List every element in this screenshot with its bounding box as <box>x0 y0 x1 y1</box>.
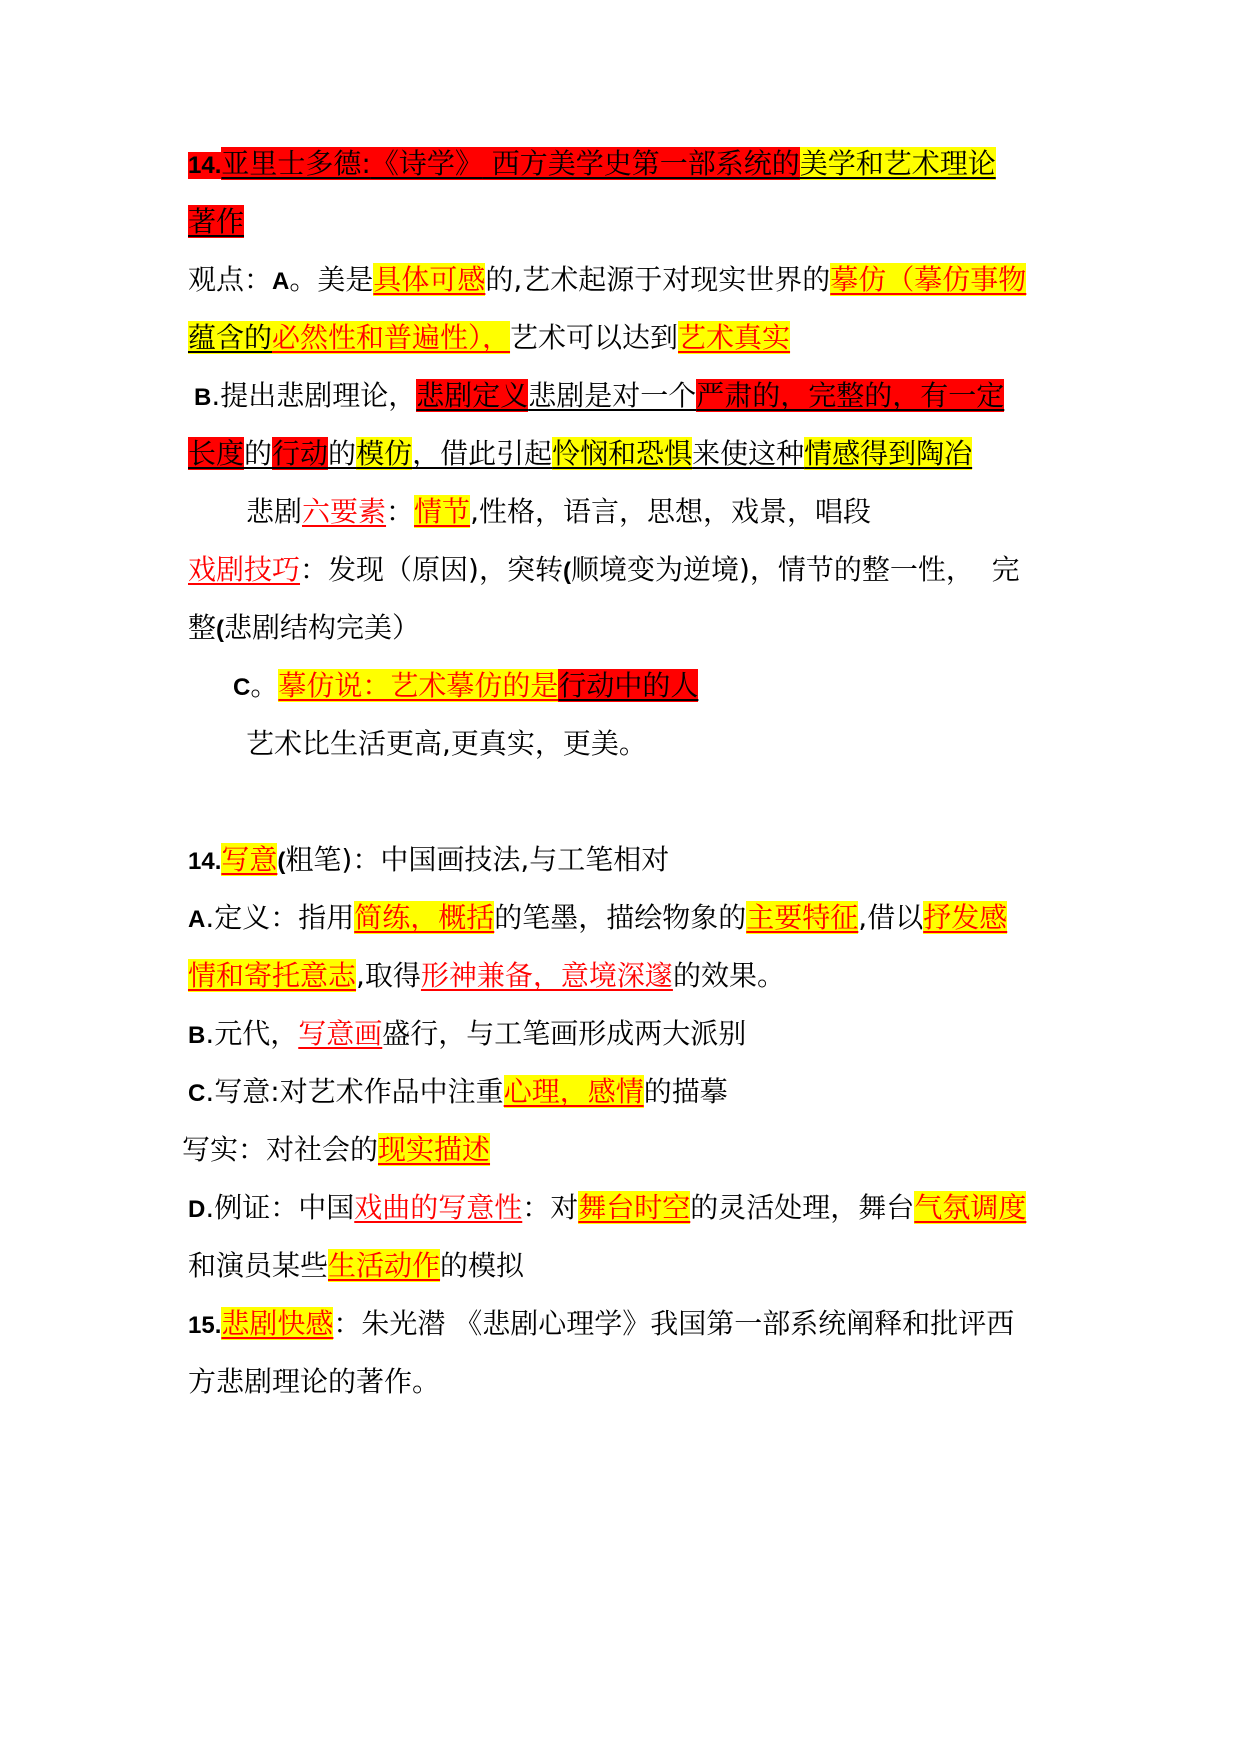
drama-technique-line-1: 戏剧技巧：发现（原因)，突转(顺境变为逆境)，情节的整一性， 完 <box>188 553 1020 586</box>
tragic-pleasure-line-2: 方悲剧理论的著作。 <box>188 1365 441 1398</box>
xieshi-line: 写实：对社会的现实描述 <box>182 1133 491 1166</box>
viewpoint-a-line-2: 蕴含的必然性和普遍性），艺术可以达到艺术真实 <box>188 321 791 354</box>
xieyi-a-line-2: 情和寄托意志,取得形神兼备，意境深邃的效果。 <box>188 959 785 992</box>
viewpoint-b-line-1: B.提出悲剧理论，悲剧定义悲剧是对一个严肃的，完整的，有一定 <box>194 379 1005 412</box>
heading-number: 14. <box>188 848 222 875</box>
xieyi-d-line-1: D.例证：中国戏曲的写意性：对舞台时空的灵活处理，舞台气氛调度 <box>188 1191 1027 1224</box>
viewpoint-a-line-1: 观点：A。美是具体可感的,艺术起源于对现实世界的摹仿（摹仿事物 <box>188 263 1027 296</box>
drama-technique-line-2: 整(悲剧结构完美） <box>188 611 421 644</box>
art-higher-line: 艺术比生活更高,更真实，更美。 <box>246 727 647 760</box>
xieyi-d-line-2: 和演员某些生活动作的模拟 <box>188 1249 525 1282</box>
viewpoint-c-line: C。摹仿说：艺术摹仿的是行动中的人 <box>233 669 699 702</box>
xieyi-a-line-1: A.定义：指用简练，概括的笔墨，描绘物象的主要特征,借以抒发感 <box>188 901 1008 934</box>
heading-aristotle-line-2: 著作 <box>188 205 245 238</box>
viewpoint-b-line-2: 长度的行动的模仿，借此引起怜悯和恐惧来使这种情感得到陶冶 <box>188 437 973 470</box>
heading-number: 15. <box>188 1312 222 1339</box>
heading-aristotle-line-1: 14.亚里士多德:《诗学》 西方美学史第一部系统的美学和艺术理论 <box>188 147 996 180</box>
heading-number: 14. <box>188 152 222 179</box>
xieyi-c-line: C.写意:对艺术作品中注重心理，感情的描摹 <box>188 1075 728 1108</box>
xieyi-b-line: B.元代，写意画盛行，与工笔画形成两大派别 <box>188 1017 747 1050</box>
six-elements-line: 悲剧六要素：情节,性格，语言，思想，戏景，唱段 <box>246 495 871 528</box>
heading-xieyi: 14.写意(粗笔)：中国画技法,与工笔相对 <box>188 843 670 876</box>
heading-tragic-pleasure: 15.悲剧快感：朱光潜 《悲剧心理学》我国第一部系统阐释和批评西 <box>188 1307 1015 1340</box>
